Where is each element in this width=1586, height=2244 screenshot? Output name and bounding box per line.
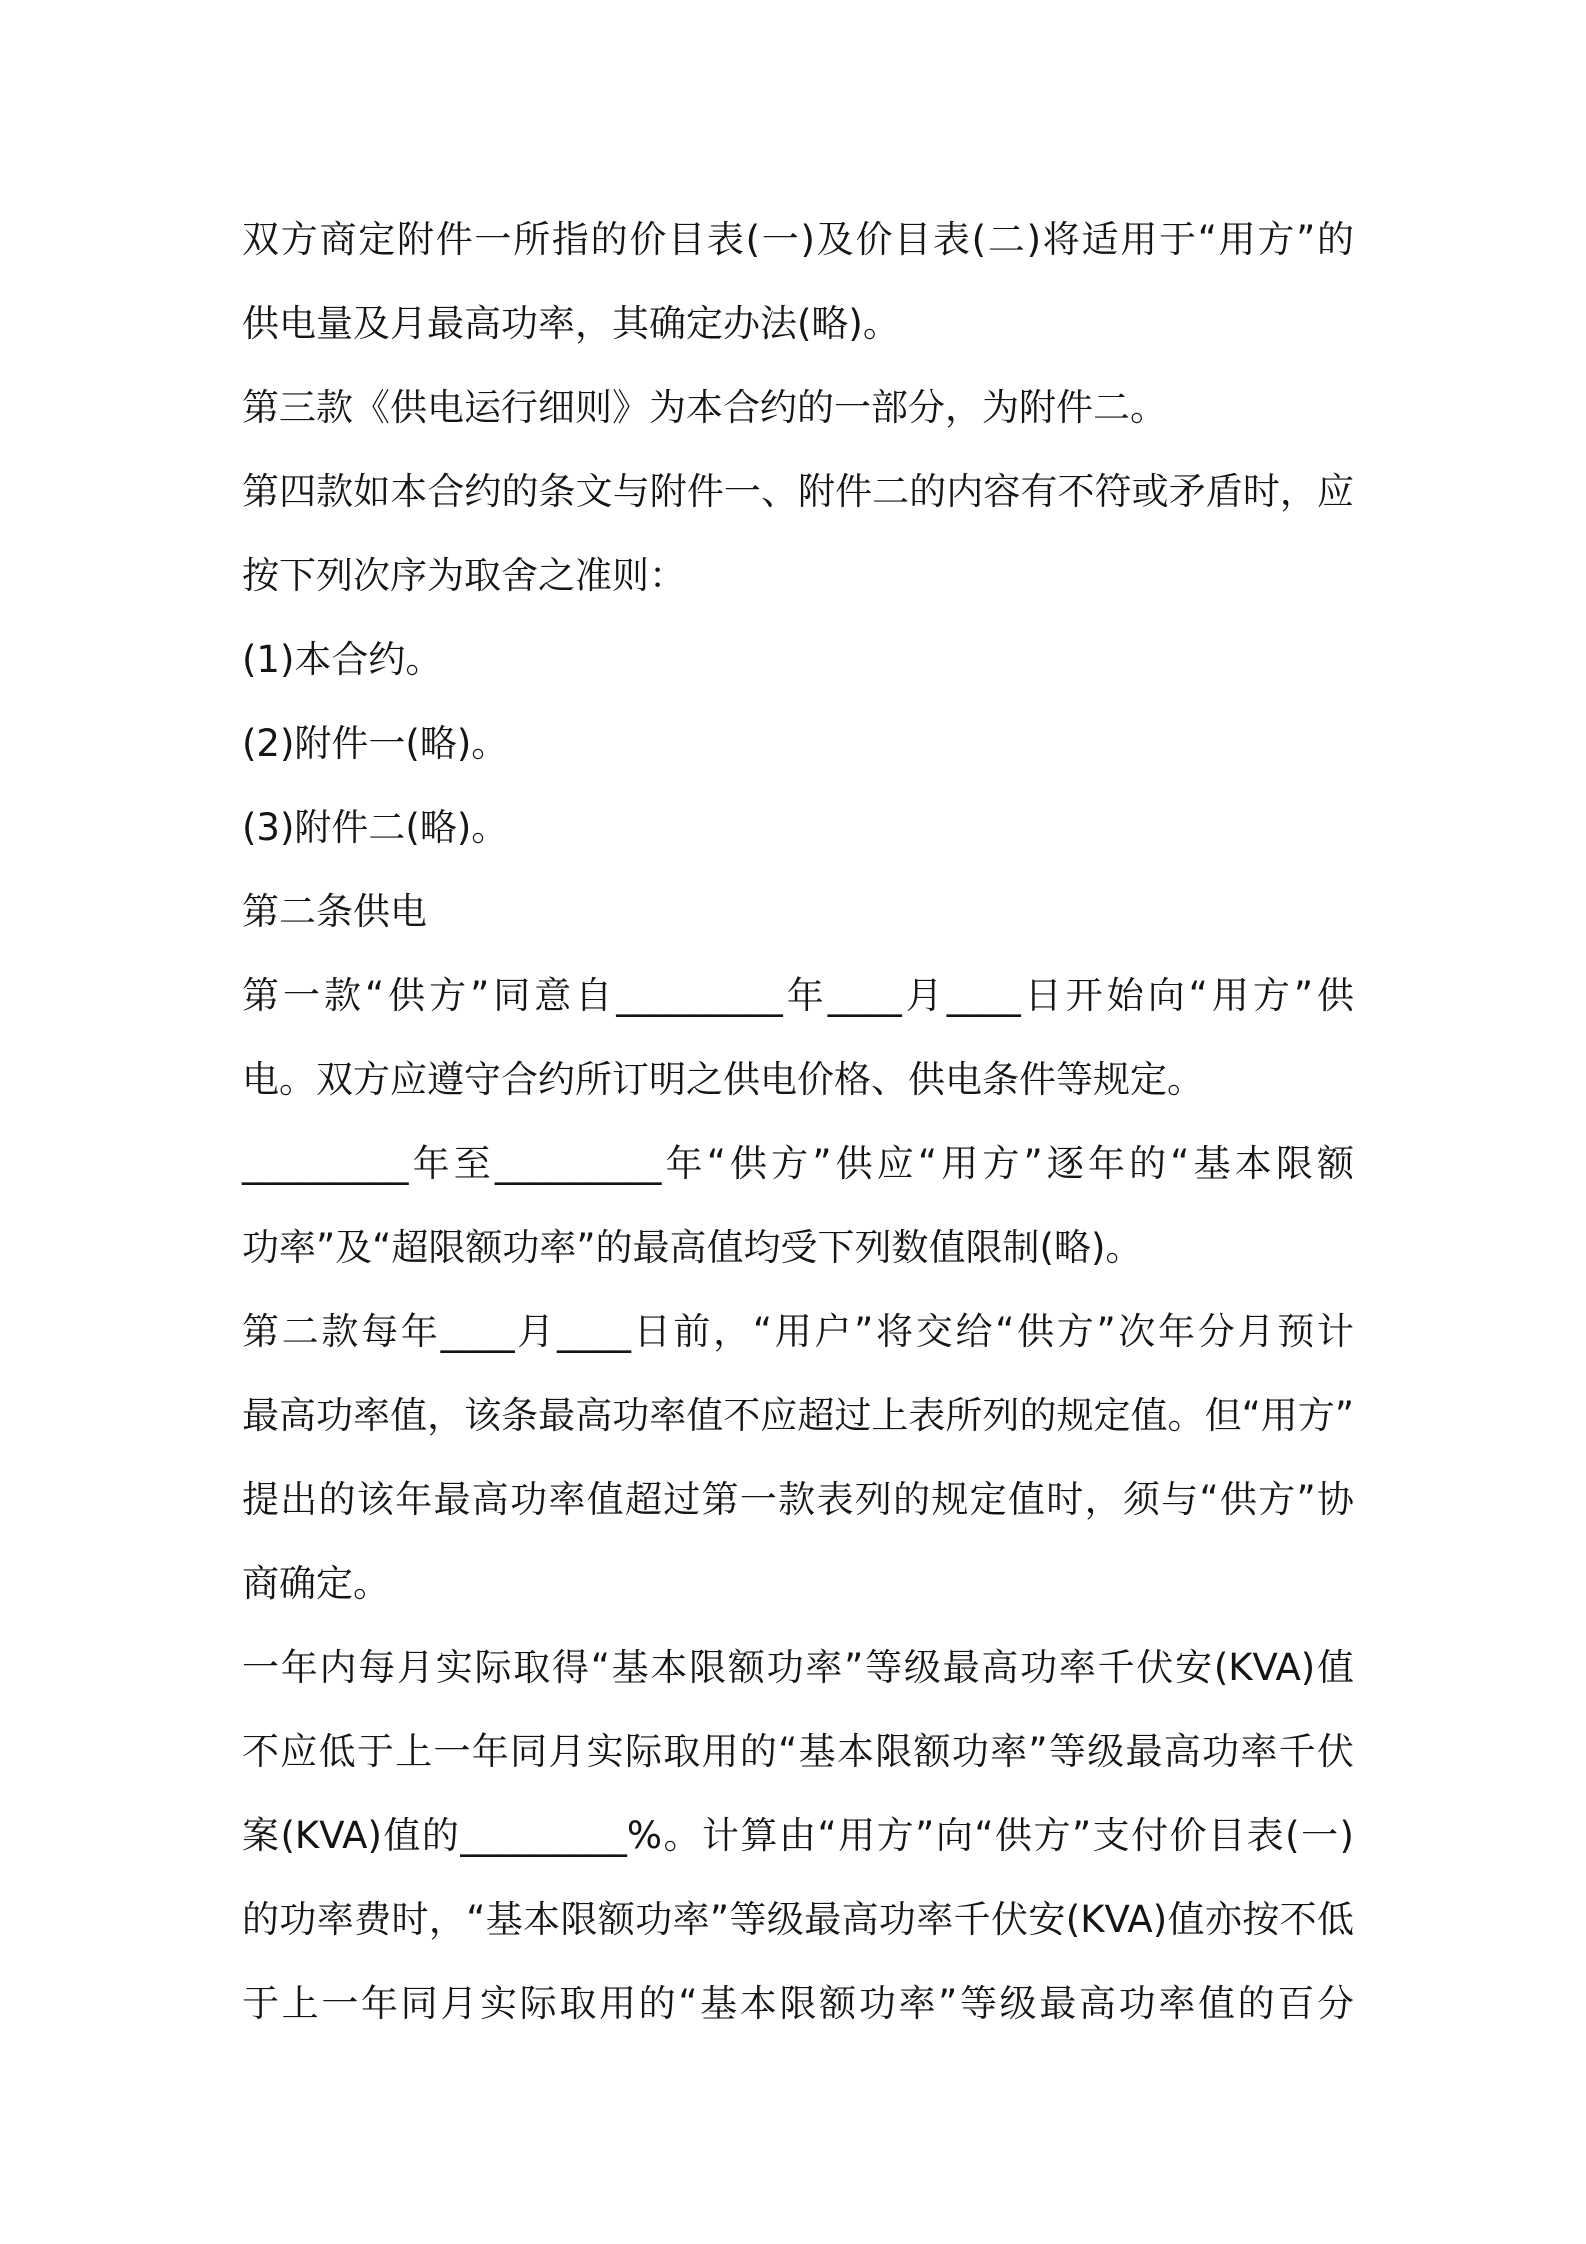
text-line: 案(KVA)值的_________%。计算由“用方”向“供方”支付价目表(一) bbox=[242, 1814, 1354, 1857]
text-line: 按下列次序为取舍之准则： bbox=[242, 554, 686, 597]
text-line: (3)附件二(略)。 bbox=[242, 806, 509, 849]
text-line: (2)附件一(略)。 bbox=[242, 722, 509, 765]
text-line: 供电量及月最高功率，其确定办法(略)。 bbox=[242, 302, 900, 345]
text-line: 第一款“供方”同意自_________年____月____日开始向“用方”供 bbox=[242, 974, 1354, 1017]
text-line: 商确定。 bbox=[242, 1562, 390, 1605]
text-line: 第四款如本合约的条文与附件一、附件二的内容有不符或矛盾时，应 bbox=[242, 470, 1354, 513]
text-line: 提出的该年最高功率值超过第一款表列的规定值时，须与“供方”协 bbox=[242, 1478, 1354, 1521]
text-line: 第三款《供电运行细则》为本合约的一部分，为附件二。 bbox=[242, 386, 1167, 429]
text-line: 于上一年同月实际取用的“基本限额功率”等级最高功率值的百分 bbox=[242, 1982, 1354, 2025]
text-line: _________年至_________年“供方”供应“用方”逐年的“基本限额 bbox=[242, 1142, 1354, 1185]
section-heading: 第二条供电 bbox=[242, 890, 427, 933]
text-line: 电。双方应遵守合约所订明之供电价格、供电条件等规定。 bbox=[242, 1058, 1204, 1101]
text-line: 功率”及“超限额功率”的最高值均受下列数值限制(略)。 bbox=[242, 1226, 1143, 1269]
text-line: 一年内每月实际取得“基本限额功率”等级最高功率千伏安(KVA)值 bbox=[242, 1646, 1354, 1689]
text-line: (1)本合约。 bbox=[242, 638, 443, 681]
text-line: 第二款每年____月____日前，“用户”将交给“供方”次年分月预计 bbox=[242, 1310, 1354, 1353]
text-line: 不应低于上一年同月实际取用的“基本限额功率”等级最高功率千伏 bbox=[242, 1730, 1354, 1773]
text-line: 最高功率值，该条最高功率值不应超过上表所列的规定值。但“用方” bbox=[242, 1394, 1354, 1437]
contract-text bbox=[242, 198, 1354, 2046]
text-line: 的功率费时，“基本限额功率”等级最高功率千伏安(KVA)值亦按不低 bbox=[242, 1898, 1354, 1941]
text-line: 双方商定附件一所指的价目表(一)及价目表(二)将适用于“用方”的 bbox=[242, 218, 1354, 261]
